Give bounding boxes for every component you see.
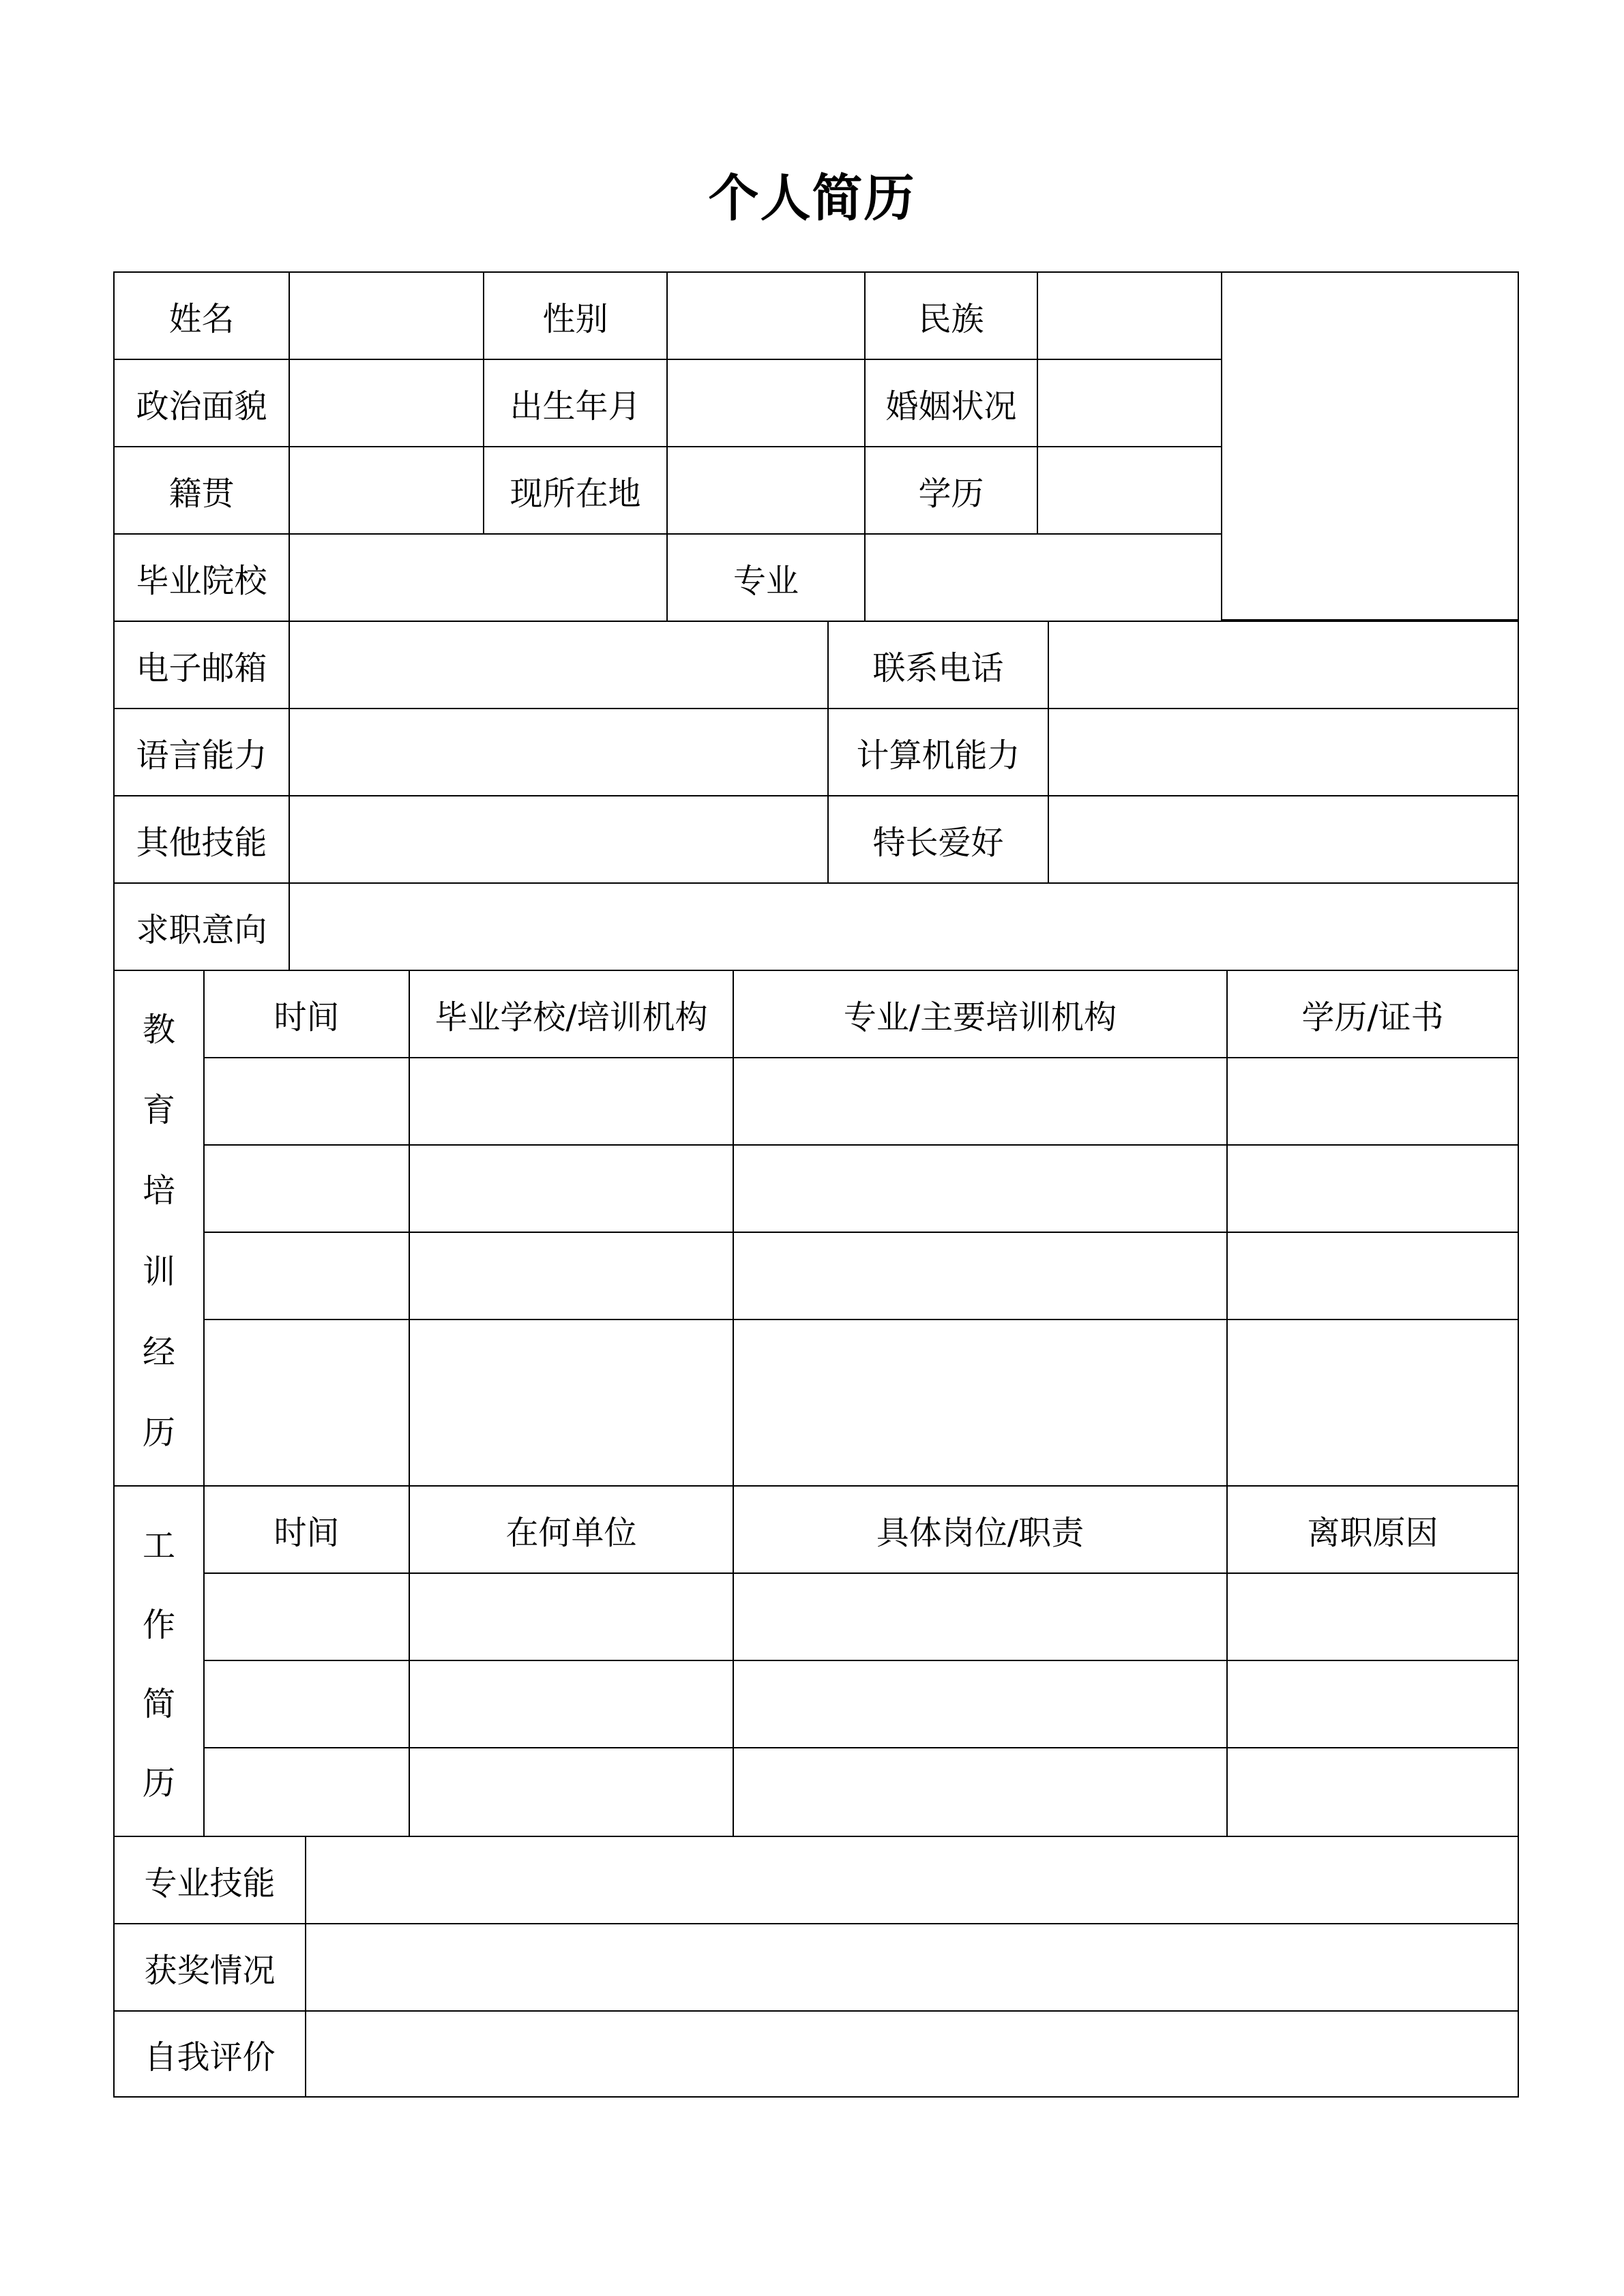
education-row-4-time[interactable] xyxy=(203,1319,410,1487)
work-row-1-position[interactable] xyxy=(733,1572,1228,1661)
work-section-label xyxy=(113,1485,205,1837)
work-row-2-company[interactable] xyxy=(409,1660,734,1748)
awards-label: 获奖情况 xyxy=(113,1923,306,2012)
work-row-3-position[interactable] xyxy=(733,1747,1228,1837)
education-row-2-time[interactable] xyxy=(203,1144,410,1233)
professional-skills-field[interactable] xyxy=(305,1836,1519,1924)
birth-date-field[interactable] xyxy=(666,359,866,447)
gender-label: 性别 xyxy=(483,271,668,360)
work-row-3-leave-reason[interactable] xyxy=(1226,1747,1519,1837)
education-row-3-major[interactable] xyxy=(733,1232,1228,1320)
section-char: 历 xyxy=(142,1414,175,1452)
residence-field[interactable] xyxy=(666,446,866,535)
work-row-1-time[interactable] xyxy=(203,1572,410,1661)
education-section-label xyxy=(113,970,205,1487)
education-row-1-degree[interactable] xyxy=(1226,1057,1519,1146)
education-header-time: 时间 xyxy=(203,970,410,1058)
other-skills-field[interactable] xyxy=(289,795,829,884)
education-row-4-major[interactable] xyxy=(733,1319,1228,1487)
education-header-school: 毕业学校/培训机构 xyxy=(409,970,734,1058)
native-place-field[interactable] xyxy=(289,446,484,535)
section-char: 作 xyxy=(142,1605,175,1644)
major-field[interactable] xyxy=(864,533,1222,622)
education-row-2-major[interactable] xyxy=(733,1144,1228,1233)
major-label: 专业 xyxy=(666,533,866,622)
degree-label: 学历 xyxy=(864,446,1038,535)
degree-field[interactable] xyxy=(1037,446,1222,535)
awards-field[interactable] xyxy=(305,1923,1519,2012)
professional-skills-label: 专业技能 xyxy=(113,1836,306,1924)
work-header-position: 具体岗位/职责 xyxy=(733,1485,1228,1574)
page-title: 个人简历 xyxy=(708,169,916,228)
education-row-4-degree[interactable] xyxy=(1226,1319,1519,1487)
birth-date-label: 出生年月 xyxy=(483,359,668,447)
work-header-company: 在何单位 xyxy=(409,1485,734,1574)
education-row-2-degree[interactable] xyxy=(1226,1144,1519,1233)
name-field[interactable] xyxy=(289,271,484,360)
section-char: 训 xyxy=(142,1252,175,1291)
section-char: 工 xyxy=(142,1526,175,1565)
language-field[interactable] xyxy=(289,708,829,796)
political-status-label: 政治面貌 xyxy=(113,359,290,447)
phone-label: 联系电话 xyxy=(827,621,1049,709)
ethnicity-label: 民族 xyxy=(864,271,1038,360)
section-char: 历 xyxy=(142,1763,175,1802)
gender-field[interactable] xyxy=(666,271,866,360)
school-label: 毕业院校 xyxy=(113,533,290,622)
residence-label: 现所在地 xyxy=(483,446,668,535)
work-header-leave-reason: 离职原因 xyxy=(1226,1485,1519,1574)
section-char: 简 xyxy=(142,1684,175,1723)
marital-status-field[interactable] xyxy=(1037,359,1222,447)
education-row-1-major[interactable] xyxy=(733,1057,1228,1146)
education-row-3-time[interactable] xyxy=(203,1232,410,1320)
work-row-3-company[interactable] xyxy=(409,1747,734,1837)
self-evaluation-field[interactable] xyxy=(305,2010,1519,2098)
job-intention-field[interactable] xyxy=(289,882,1519,971)
section-char: 教 xyxy=(142,1010,175,1049)
education-row-1-time[interactable] xyxy=(203,1057,410,1146)
section-char: 经 xyxy=(142,1332,175,1371)
phone-field[interactable] xyxy=(1048,621,1519,709)
hobbies-field[interactable] xyxy=(1048,795,1519,884)
hobbies-label: 特长爱好 xyxy=(827,795,1049,884)
education-header-degree: 学历/证书 xyxy=(1226,970,1519,1058)
email-label: 电子邮箱 xyxy=(113,621,290,709)
computer-skill-field[interactable] xyxy=(1048,708,1519,796)
language-label: 语言能力 xyxy=(113,708,290,796)
job-intention-label: 求职意向 xyxy=(113,882,290,971)
name-label: 姓名 xyxy=(113,271,290,360)
work-row-3-time[interactable] xyxy=(203,1747,410,1837)
marital-status-label: 婚姻状况 xyxy=(864,359,1038,447)
work-row-2-position[interactable] xyxy=(733,1660,1228,1748)
native-place-label: 籍贯 xyxy=(113,446,290,535)
work-header-time: 时间 xyxy=(203,1485,410,1574)
education-header-major: 专业/主要培训机构 xyxy=(733,970,1228,1058)
self-evaluation-label: 自我评价 xyxy=(113,2010,306,2098)
section-char: 培 xyxy=(142,1172,175,1210)
section-char: 育 xyxy=(142,1090,175,1129)
school-field[interactable] xyxy=(289,533,668,622)
political-status-field[interactable] xyxy=(289,359,484,447)
ethnicity-field[interactable] xyxy=(1037,271,1222,360)
work-row-1-leave-reason[interactable] xyxy=(1226,1572,1519,1661)
education-row-3-degree[interactable] xyxy=(1226,1232,1519,1320)
education-row-3-school[interactable] xyxy=(409,1232,734,1320)
work-row-2-time[interactable] xyxy=(203,1660,410,1748)
photo-box[interactable] xyxy=(1221,271,1519,621)
work-row-2-leave-reason[interactable] xyxy=(1226,1660,1519,1748)
computer-skill-label: 计算机能力 xyxy=(827,708,1049,796)
education-row-1-school[interactable] xyxy=(409,1057,734,1146)
education-row-2-school[interactable] xyxy=(409,1144,734,1233)
education-row-4-school[interactable] xyxy=(409,1319,734,1487)
other-skills-label: 其他技能 xyxy=(113,795,290,884)
email-field[interactable] xyxy=(289,621,829,709)
work-row-1-company[interactable] xyxy=(409,1572,734,1661)
